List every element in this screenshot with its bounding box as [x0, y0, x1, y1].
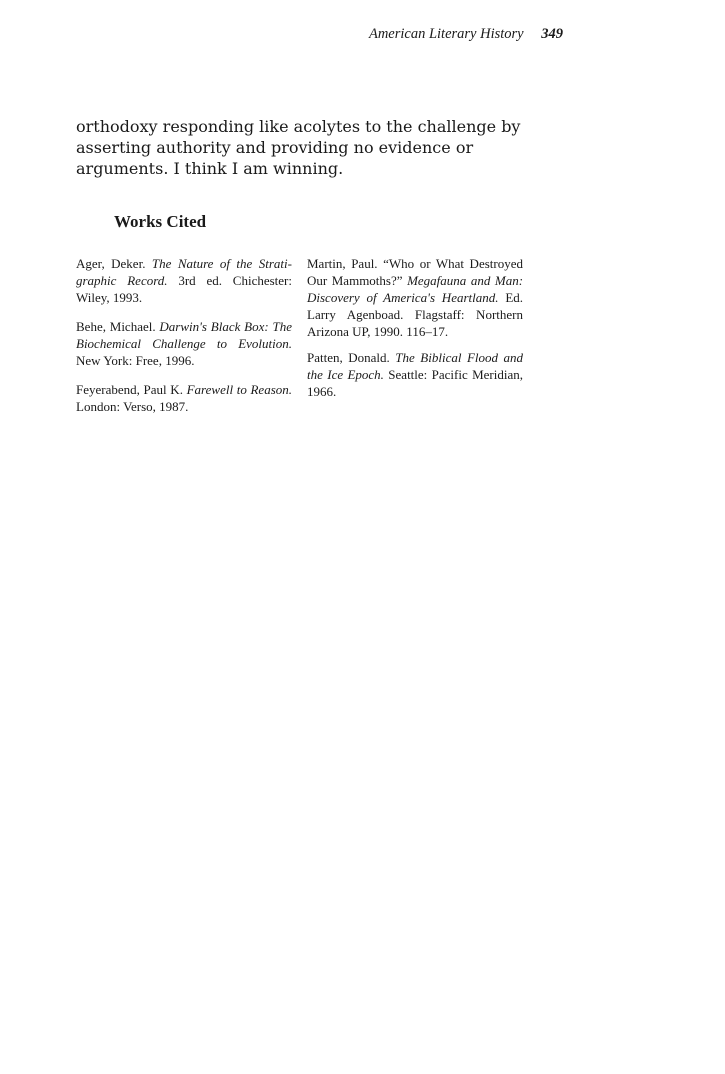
citation-entry — [76, 255, 292, 306]
citation-publication: Ed. Larry Agenboad. Flagstaff: Northern Arizona UP, 1990. 116–17. — [307, 290, 524, 339]
citation-title: Darwin's Black Box: The Biochemical Challenge to Evolution. — [76, 319, 292, 351]
page-number: 349 — [541, 26, 563, 42]
citation-title: The Nature of the Stratigraphic Record. — [76, 256, 292, 288]
works-cited-heading: Works Cited — [114, 212, 207, 231]
citation-title: Farewell to Reason. — [186, 382, 292, 397]
citation-author: Patten, Donald. — [307, 350, 390, 365]
journal-title: American Literary History — [368, 26, 524, 42]
citation-author: Feyerabend, Paul K. — [76, 382, 183, 397]
citation-entry — [76, 381, 292, 415]
citation-entry — [307, 255, 523, 340]
citation-publication: New York: Free, 1996. — [76, 353, 195, 368]
citation-entry — [307, 349, 523, 400]
body-paragraph: orthodoxy responding like acolytes to the challenge by asserting authority and providing no evidence or arguments. I think I am winning. — [76, 117, 521, 178]
running-head — [369, 26, 563, 43]
citation-author: Ager, Deker. — [76, 256, 146, 271]
citation-publication: Seattle: Pacific Meridian, 1966. — [307, 367, 523, 399]
citation-publication: London: Verso, 1987. — [76, 399, 189, 414]
citation-author: Behe, Michael. — [76, 319, 156, 334]
citation-title: The Biblical Flood and the Ice Epoch. — [307, 350, 524, 382]
citation-title: Megafauna and Man: Discovery of America's Heartland. — [307, 273, 524, 305]
citation-entry — [76, 318, 292, 369]
citation-publication: 3rd ed. Chichester: Wiley, 1993. — [76, 273, 292, 305]
works-cited-left-column — [76, 255, 292, 427]
works-cited-right-column — [307, 255, 523, 409]
citation-author: Martin, Paul. “Who or What Destroyed Our Mammoths?” — [307, 256, 523, 288]
